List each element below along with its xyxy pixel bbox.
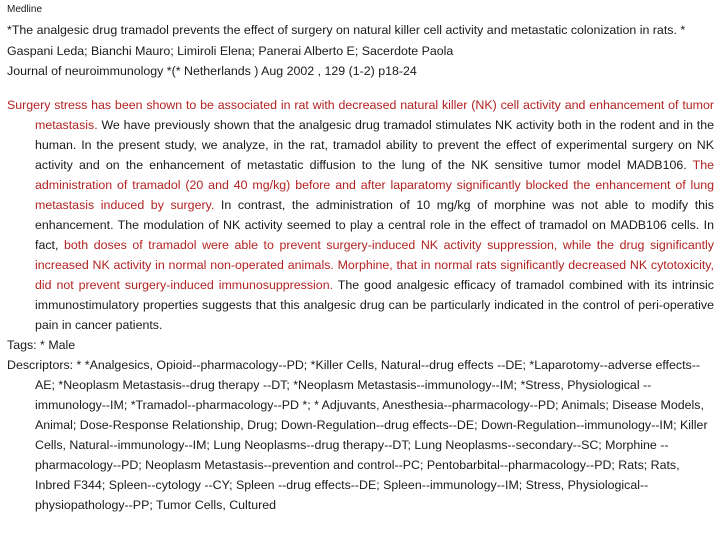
article-title: *The analgesic drug tramadol prevents the effect of surgery on natural killer cell activity and metastatic colonization in rats. * (7, 23, 686, 37)
abstract-segment: The good analgesic efficacy of tramadol combined with its intrinsic immunostimulatory properties suggests that this analgesic drug can be particularly indicated in the control of peri-operative pain in cancer patients. (35, 278, 714, 332)
abstract-segment: both doses of tramadol were able to prevent surgery-induced NK activity suppression, while the drug significantly increased NK activity in normal non-operated animals. Morphine, that in normal rats significantly decreased NK cytotoxicity, did not prevent surgery-induced immunosuppression. (35, 238, 715, 292)
abstract-segment: We have previously shown that the analgesic drug tramadol stimulates NK activity both in the rodent and in the human. In the present study, we analyze, in the rat, tramadol ability to prevent the effect of experimental surgery on NK activity and on the enhancement of metastatic diffusion to the lung of the NK sensitive tumor model MADB106. (35, 118, 714, 172)
abstract-segment: The administration of tramadol (20 and 40 mg/kg) before and after laparatomy significantly blocked the enhancement of lung metastasis induced by surgery. (35, 158, 714, 212)
abstract-segment: Surgery stress has been shown to be associated in rat with decreased natural killer (NK) cell activity and enhancement of tumor metastasis. (7, 98, 714, 132)
source-label: Medline (7, 4, 43, 15)
tags-line: Tags: * Male (7, 338, 76, 352)
abstract-segment: In contrast, the administration of 10 mg/kg of morphine was not able to modify this enhancement. The modulation of NK activity seemed to play a central role in the effect of tramadol on MADB106 cells. In fact, (35, 198, 714, 252)
journal-citation: Journal of neuroimmunology *(* Netherlands ) Aug 2002 , 129 (1-2) p18-24 (7, 64, 417, 78)
author-list: Gaspani Leda; Bianchi Mauro; Limiroli Elena; Panerai Alberto E; Sacerdote Paola (7, 44, 454, 58)
descriptors-list: Descriptors: * *Analgesics, Opioid--pharmacology--PD; *Killer Cells, Natural--drug effects --DE; *Laparotomy--adverse effects--AE; *Neoplasm Metastasis--drug therapy --DT; *Neoplasm Metastasis--immunology--IM; *Stress, Physiological --immunology--IM; *Tramadol--pharmacology--PD *; * Adjuvants, Anesthesia--pharmacology--PD; Animals; Disease Models, Animal; Dose-Response Relationship, Drug; Down-Regulation--drug effects--DE; Down-Regulation--immunology--IM; Killer Cells, Natural--immunology--IM; Lung Neoplasms--drug therapy--DT; Lung Neoplasms--secondary--SC; Morphine --pharmacology--PD; Neoplasm Metastasis--prevention and control--PC; Pentobarbital--pharmacology--PD; Rats; Rats, Inbred F344; Spleen--cytology --CY; Spleen --drug effects--DE; Spleen--immunology--IM; Stress, Physiological--physiopathology--PP; Tumor Cells, Cultured (7, 358, 708, 512)
abstract (7, 95, 714, 335)
